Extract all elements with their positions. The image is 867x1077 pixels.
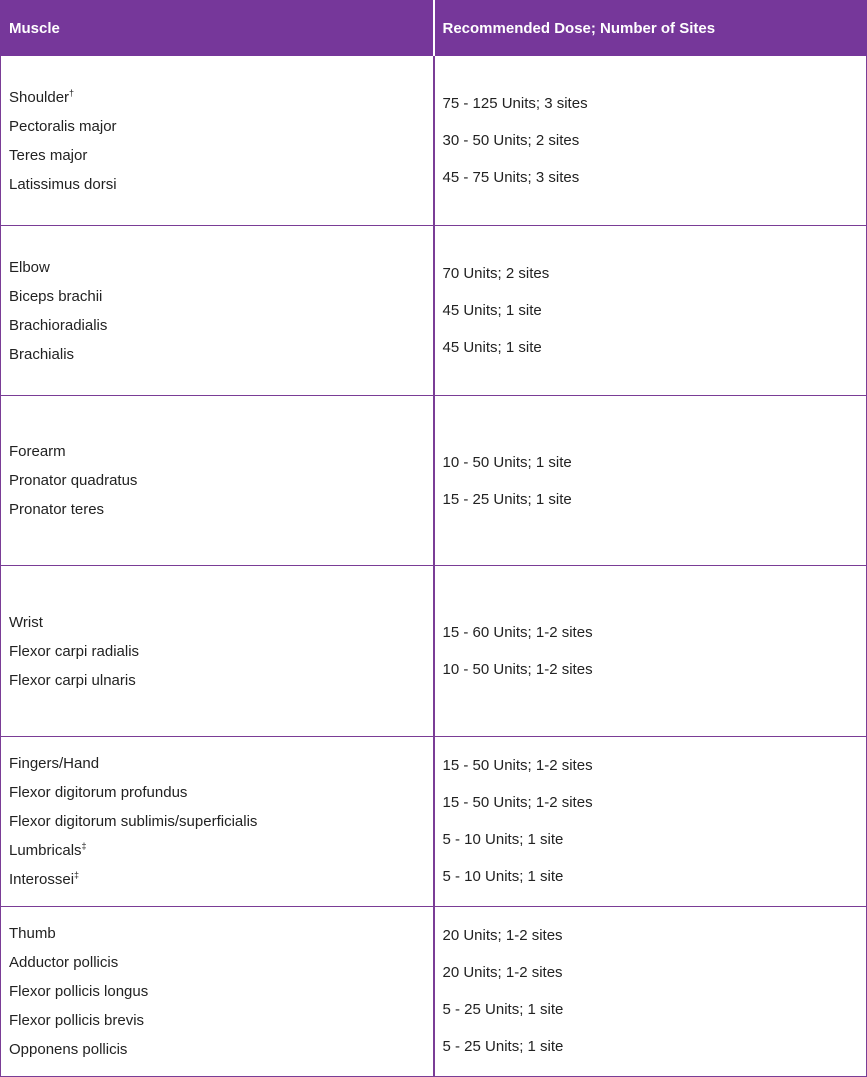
muscle-list bbox=[9, 437, 425, 524]
dose-cell bbox=[434, 736, 867, 906]
muscle-name bbox=[9, 112, 425, 141]
dose-list bbox=[443, 444, 859, 518]
muscle-group-name bbox=[9, 83, 425, 112]
muscle-label: Lumbricals bbox=[9, 841, 82, 859]
dose-value: 10 - 50 Units; 1-2 sites bbox=[442, 661, 593, 679]
muscle-cell bbox=[1, 566, 434, 736]
dose-value: 5 - 10 Units; 1 site bbox=[442, 868, 564, 886]
dose-value: 20 Units; 1-2 sites bbox=[442, 927, 563, 945]
muscle-name bbox=[9, 807, 425, 836]
muscle-cell bbox=[1, 226, 434, 396]
muscle-label: Biceps brachii bbox=[9, 287, 103, 305]
table-header bbox=[1, 1, 867, 56]
table-row bbox=[1, 566, 867, 736]
muscle-label: Brachialis bbox=[9, 345, 75, 363]
muscle-list bbox=[9, 749, 425, 894]
muscle-name bbox=[9, 977, 425, 1006]
dose-value: 15 - 25 Units; 1 site bbox=[442, 490, 572, 508]
dose-value: 45 Units; 1 site bbox=[442, 302, 542, 320]
table-row bbox=[1, 396, 867, 566]
muscle-label: Pronator teres bbox=[9, 501, 105, 519]
muscle-label: Teres major bbox=[9, 146, 88, 164]
dose-value: 15 - 60 Units; 1-2 sites bbox=[442, 624, 593, 642]
muscle-label: Flexor pollicis longus bbox=[9, 982, 149, 1000]
muscle-name bbox=[9, 778, 425, 807]
dose-cell bbox=[434, 226, 867, 396]
muscle-cell bbox=[1, 906, 434, 1076]
dose-value: 45 - 75 Units; 3 sites bbox=[442, 169, 580, 187]
muscle-name bbox=[9, 865, 425, 894]
dose-list bbox=[443, 747, 859, 895]
dose-list bbox=[443, 917, 859, 1065]
muscle-group-name bbox=[9, 608, 425, 637]
muscle-list bbox=[9, 919, 425, 1064]
dose-cell bbox=[434, 396, 867, 566]
muscle-name bbox=[9, 1035, 425, 1064]
header-row bbox=[1, 1, 867, 56]
muscle-name bbox=[9, 495, 425, 524]
muscle-name bbox=[9, 141, 425, 170]
footnote-marker: † bbox=[69, 87, 75, 98]
muscle-name bbox=[9, 1006, 425, 1035]
muscle-label: Fingers/Hand bbox=[9, 754, 100, 772]
muscle-label: Brachioradialis bbox=[9, 316, 108, 334]
muscle-name bbox=[9, 666, 425, 695]
muscle-label: Forearm bbox=[9, 443, 66, 461]
muscle-group-name bbox=[9, 919, 425, 948]
footnote-marker: ‡ bbox=[74, 869, 80, 880]
table-row bbox=[1, 226, 867, 396]
muscle-label: Opponens pollicis bbox=[9, 1040, 128, 1058]
muscle-label: Shoulder bbox=[9, 88, 70, 106]
muscle-name bbox=[9, 466, 425, 495]
muscle-label: Pectoralis major bbox=[9, 117, 117, 135]
dose-value: 30 - 50 Units; 2 sites bbox=[442, 132, 580, 150]
dose-value: 15 - 50 Units; 1-2 sites bbox=[442, 757, 593, 775]
muscle-label: Thumb bbox=[9, 924, 56, 942]
muscle-label: Flexor carpi radialis bbox=[9, 642, 140, 660]
muscle-name bbox=[9, 948, 425, 977]
table-row bbox=[1, 736, 867, 906]
muscle-name bbox=[9, 340, 425, 369]
dose-list bbox=[443, 85, 859, 196]
muscle-group-name bbox=[9, 253, 425, 282]
dose-list bbox=[443, 255, 859, 366]
muscle-list bbox=[9, 83, 425, 199]
muscle-list bbox=[9, 253, 425, 369]
dose-value: 5 - 25 Units; 1 site bbox=[442, 1038, 564, 1056]
table-body bbox=[1, 56, 867, 1077]
dose-value: 20 Units; 1-2 sites bbox=[442, 964, 563, 982]
dose-value: 15 - 50 Units; 1-2 sites bbox=[442, 794, 593, 812]
footnote-marker: ‡ bbox=[81, 840, 87, 851]
dose-value: 10 - 50 Units; 1 site bbox=[442, 453, 572, 471]
table-row bbox=[1, 56, 867, 226]
muscle-label: Flexor pollicis brevis bbox=[9, 1011, 145, 1029]
dose-value: 5 - 10 Units; 1 site bbox=[442, 831, 564, 849]
muscle-label: Interossei bbox=[9, 870, 75, 888]
muscle-label: Latissimus dorsi bbox=[9, 175, 117, 193]
muscle-name bbox=[9, 311, 425, 340]
muscle-name bbox=[9, 637, 425, 666]
dose-list bbox=[443, 614, 859, 688]
muscle-label: Flexor digitorum profundus bbox=[9, 783, 188, 801]
muscle-label: Adductor pollicis bbox=[9, 953, 119, 971]
muscle-group-name bbox=[9, 749, 425, 778]
header-recommended-dose: Recommended Dose; Number of Sites bbox=[434, 1, 867, 56]
dose-value: 75 - 125 Units; 3 sites bbox=[442, 95, 588, 113]
muscle-cell bbox=[1, 736, 434, 906]
dose-cell bbox=[434, 906, 867, 1076]
header-muscle: Muscle bbox=[1, 1, 434, 56]
muscle-list bbox=[9, 608, 425, 695]
muscle-cell bbox=[1, 56, 434, 226]
muscle-label: Wrist bbox=[9, 613, 43, 631]
dose-value: 45 Units; 1 site bbox=[442, 339, 542, 357]
muscle-label: Flexor digitorum sublimis/superficialis bbox=[9, 812, 258, 830]
muscle-group-name bbox=[9, 437, 425, 466]
muscle-name bbox=[9, 282, 425, 311]
dose-cell bbox=[434, 566, 867, 736]
dose-value: 5 - 25 Units; 1 site bbox=[442, 1001, 564, 1019]
muscle-label: Elbow bbox=[9, 258, 50, 276]
dose-value: 70 Units; 2 sites bbox=[442, 265, 550, 283]
muscle-label: Pronator quadratus bbox=[9, 472, 138, 490]
muscle-cell bbox=[1, 396, 434, 566]
muscle-name bbox=[9, 836, 425, 865]
muscle-label: Flexor carpi ulnaris bbox=[9, 671, 136, 689]
muscle-name bbox=[9, 170, 425, 199]
dose-cell bbox=[434, 56, 867, 226]
table-row bbox=[1, 906, 867, 1076]
